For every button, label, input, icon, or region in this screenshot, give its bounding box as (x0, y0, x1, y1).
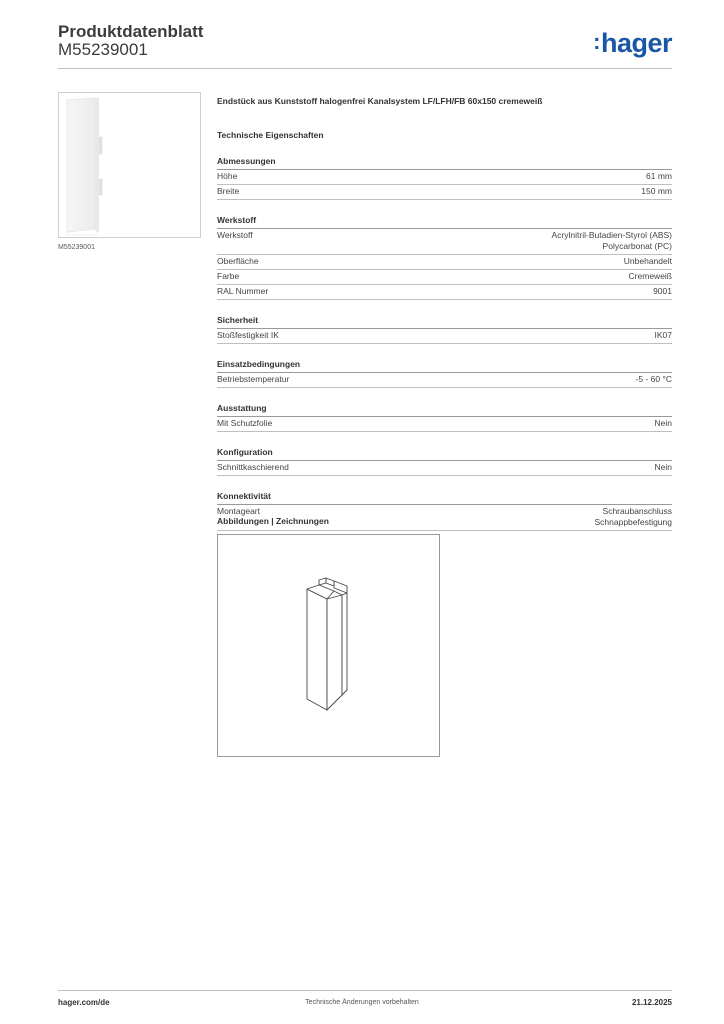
property-row (217, 185, 672, 200)
property-label: Montageart (217, 506, 260, 516)
property-value-line: Schraubanschluss (602, 506, 672, 516)
property-label: Höhe (217, 171, 238, 181)
property-label: Stoßfestigkeit IK (217, 330, 279, 340)
property-value-line: IK07 (654, 330, 672, 340)
end-cap-photo (59, 93, 200, 237)
property-section (217, 156, 672, 200)
property-section (217, 403, 672, 432)
product-title: Endstück aus Kunststoff halogenfrei Kanalsystem LF/LFH/FB 60x150 cremeweiß (217, 96, 543, 106)
footer-website-link[interactable]: hager.com/de (58, 998, 110, 1007)
property-label: Oberfläche (217, 256, 259, 266)
property-row (217, 285, 672, 300)
property-value (624, 256, 672, 267)
property-row (217, 329, 672, 344)
property-value (655, 418, 672, 429)
property-section (217, 447, 672, 476)
property-value-line: Unbehandelt (623, 256, 672, 266)
property-section (217, 359, 672, 388)
product-image-caption: M55239001 (58, 244, 95, 251)
section-heading: Einsatzbedingungen (217, 359, 672, 373)
property-value (646, 171, 672, 182)
drawings-title: Abbildungen | Zeichnungen (217, 516, 329, 526)
property-value-line: Polycarbonat (PC) (602, 241, 672, 251)
property-section (217, 215, 672, 300)
property-value (655, 330, 673, 341)
section-heading: Werkstoff (217, 215, 672, 229)
product-code: M55239001 (58, 40, 148, 59)
property-value-line: Cremeweiß (628, 271, 672, 281)
property-value-line: Acrylnitril-Butadien-Styrol (ABS) (551, 230, 672, 240)
product-details (217, 96, 672, 531)
property-value-line: 61 mm (646, 171, 672, 181)
property-label: Werkstoff (217, 230, 253, 240)
footer-divider (58, 990, 672, 991)
properties-title: Technische Eigenschaften (217, 130, 324, 140)
property-row (217, 229, 672, 255)
property-row (217, 270, 672, 285)
property-value-line: -5 - 60 °C (635, 374, 672, 384)
property-value-line: 150 mm (641, 186, 672, 196)
property-row (217, 461, 672, 476)
property-label: Schnittkaschierend (217, 462, 289, 472)
property-value (653, 286, 672, 297)
logo-prefix: : (593, 29, 600, 54)
property-value (552, 230, 672, 252)
property-row (217, 170, 672, 185)
property-label: Betriebstemperatur (217, 374, 290, 384)
property-row (217, 373, 672, 388)
section-heading: Abmessungen (217, 156, 672, 170)
footer-notice: Technische Änderungen vorbehalten (305, 999, 419, 1006)
section-heading: Konnektivität (217, 491, 672, 505)
property-value-line: Nein (654, 418, 672, 428)
property-label: Mit Schutzfolie (217, 418, 273, 428)
page-title: Produktdatenblatt (58, 22, 204, 41)
property-value-line: 9001 (653, 286, 672, 296)
logo-text: hager (600, 28, 672, 58)
hager-logo[interactable] (593, 28, 672, 59)
technical-drawing (217, 534, 440, 757)
property-value (655, 462, 672, 473)
footer-date: 21.12.2025 (631, 998, 672, 1007)
header-divider (58, 68, 672, 69)
property-row (217, 255, 672, 270)
section-heading: Sicherheit (217, 315, 672, 329)
property-value (636, 374, 672, 385)
property-value (641, 186, 672, 197)
property-value (594, 506, 672, 528)
properties-sections (217, 156, 672, 531)
property-value (629, 271, 672, 282)
section-heading: Ausstattung (217, 403, 672, 417)
end-cap-line-drawing (218, 535, 439, 756)
property-row (217, 417, 672, 432)
section-heading: Konfiguration (217, 447, 672, 461)
property-section (217, 315, 672, 344)
property-value-line: Schnappbefestigung (594, 517, 672, 527)
property-label: Breite (217, 186, 240, 196)
product-image (58, 92, 201, 238)
property-value-line: Nein (654, 462, 672, 472)
property-label: RAL Nummer (217, 286, 269, 296)
property-label: Farbe (217, 271, 240, 281)
